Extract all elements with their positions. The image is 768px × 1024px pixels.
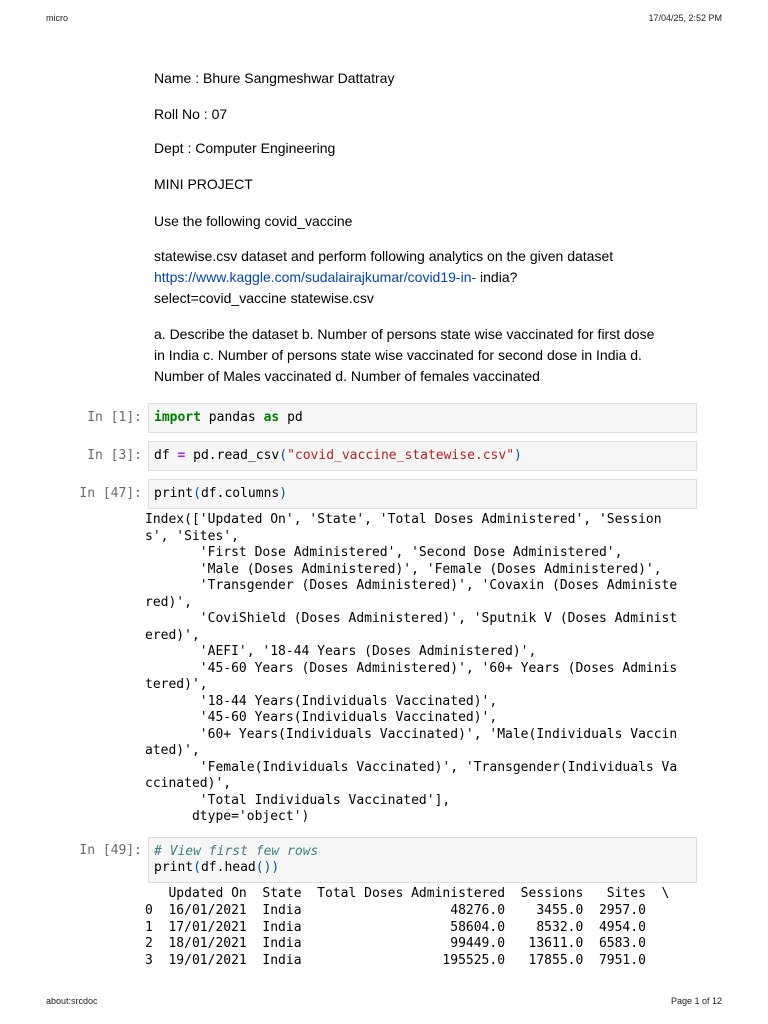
print-fn: print [154,486,194,501]
cell-prompt: In [49]: [79,843,142,858]
table-row: 1 17/01/2021 India 58604.0 8532.0 4954.0 [145,919,646,935]
task-list: a. Describe the dataset b. Number of persons state wise vaccinated for first dose in India c. Number of persons state wise vaccinated for second dose in India d. Number of Males vaccinated d. Number of females vaccinated [154,326,655,384]
project-title: MINI PROJECT [154,176,253,192]
print-footer [46,996,722,1006]
kaggle-link[interactable]: https://www.kaggle.com/sudalairajkumar/covid19-in- [154,269,477,285]
dataset-line: statewise.csv dataset and perform following analytics on the given dataset [154,248,614,264]
print-source: about:srcdoc [46,996,98,1006]
print-header [46,13,722,23]
paren-close: ) [514,448,522,463]
read-csv-call: pd.read_csv [185,448,280,463]
module-name: pandas [200,410,264,425]
code-cell-import[interactable] [148,403,697,433]
dataset-instruction: Use the following covid_vaccine [154,213,353,229]
paren-open: ( [279,448,288,463]
module-alias: pd [279,410,303,425]
assign-op: = [177,448,186,463]
code-cell-head[interactable] [148,837,697,883]
code-comment: # View first few rows [154,844,319,859]
columns-output: Index(['Updated On', 'State', 'Total Doses Administered', 'Session s', 'Sites', 'First Dose Administered', 'Second Dose Administered', 'Male (Doses Administered)', 'Female (Doses Administered)', 'Transgender (Doses Administered)', 'Covaxin (Doses Administe red)', 'CoviShield (Doses Administered)', 'Sputnik V (Doses Administ ered)', 'AEFI', '18-44 Years (Doses Administered)', '45-60 Years (Doses Administered)', '60+ Years (Doses Adminis tered)', '18-44 Years(Individuals Vaccinated)', '45-60 Years(Individuals Vaccinated)', '60+ Years(Individuals Vaccinated)', 'Male(Individuals Vaccin ated)', 'Female(Individuals Vaccinated)', 'Transgender(Individuals Va ccinated)', 'Total Individuals Vaccinated'], dtype='object') [145,512,678,824]
table-row: 2 18/01/2021 India 99449.0 13611.0 6583.0 [145,936,646,952]
student-name: Name : Bhure Sangmeshwar Dattatray [154,70,395,86]
cell-prompt: In [3]: [87,448,142,463]
keyword-as: as [263,410,280,425]
keyword-import: import [154,410,201,425]
print-title: micro [46,13,68,23]
print-fn: print [154,860,194,875]
page-number: Page 1 of 12 [670,996,722,1006]
paren-open: ( [193,486,201,501]
columns-arg: df.columns [200,486,280,501]
dataset-paragraph [154,246,674,309]
var-df: df [154,448,178,463]
code-cell-print-columns[interactable] [148,479,697,509]
department: Dept : Computer Engineering [154,140,336,156]
paren-inner: () [255,860,272,875]
table-header: Updated On State Total Doses Administered Sessions Sites \ [145,886,670,901]
paren-open: ( [193,860,201,875]
table-row: 3 19/01/2021 India 195525.0 17855.0 7951.0 [145,953,646,969]
paren-close: ) [271,860,280,875]
link-suffix: india? [476,269,518,285]
print-timestamp: 17/04/25, 2:52 PM [648,13,722,23]
csv-filename: "covid_vaccine_statewise.csv" [287,448,515,463]
table-row: 0 16/01/2021 India 48276.0 3455.0 2957.0 [145,902,646,918]
head-call: df.head [200,860,256,875]
head-output [145,886,705,970]
paren-close: ) [279,486,288,501]
select-line: select=covid_vaccine statewise.csv [154,290,374,306]
cell-prompt: In [47]: [79,486,142,501]
code-cell-read-csv[interactable] [148,441,697,471]
cell-prompt: In [1]: [87,410,142,425]
roll-number: Roll No : 07 [154,106,228,122]
